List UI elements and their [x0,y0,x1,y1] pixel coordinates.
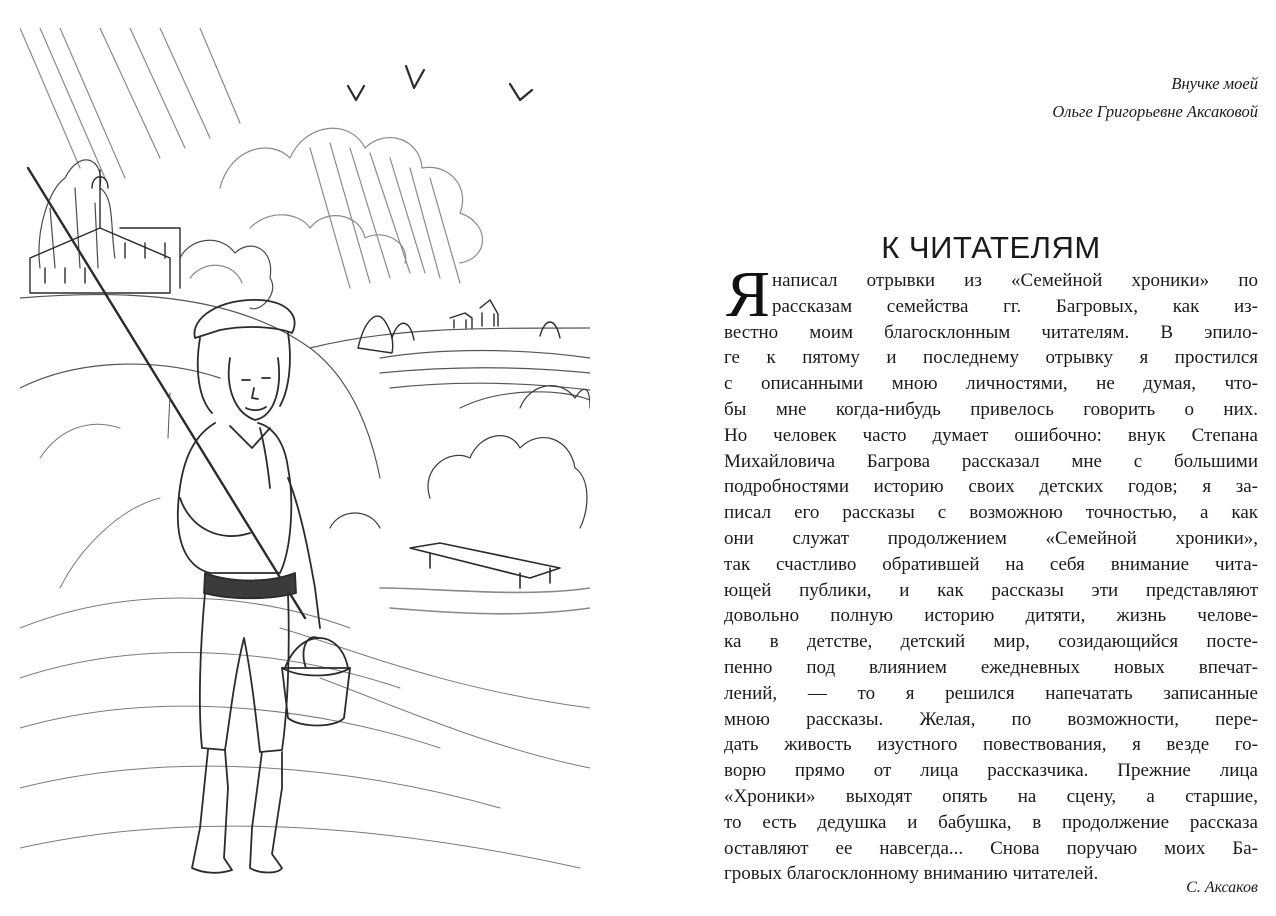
text-line: вестно моим благосклонным читателям. В эпило- [724,321,1258,343]
haystacks-drawing [358,300,560,353]
text-line: мною рассказы. Желая, по возможности, пере- [724,708,1258,730]
text-line: дать живость изустного повествования, я везде го- [724,734,1258,756]
text-line: рассказам семейства гг. Багровых, как из- [772,295,1258,317]
text-line: написал отрывки из «Семейной хроники» по [772,270,1258,291]
dedication [838,70,1258,126]
pier-drawing [380,543,590,614]
text-page [724,70,1258,900]
text-line: то есть дедушка и бабушка, в продолжение рассказа [724,811,1258,833]
text-line: ворю прямо от лица рассказчика. Прежние лица [724,760,1258,782]
text-line: гровых благосклонному вниманию читателей. [724,863,1099,885]
bucket-drawing [282,637,350,725]
text-line: «Хроники» выходят опять на сцену, а старшие, [724,785,1258,807]
text-line: так счастливо обратившей на себя внимание чита- [724,553,1258,575]
text-line: пенно под влиянием ежедневных новых впечат- [724,656,1258,678]
text-line: писал его рассказы с возможною точностью, а как [724,502,1258,524]
text-line: ка в детстве, детский мир, созидающийся посте- [724,631,1258,653]
text-line: бы мне когда-нибудь привелось говорить о них. [724,398,1258,420]
drop-cap: Я [726,258,771,331]
fishing-rod-drawing [28,168,305,618]
hills-drawing [20,295,590,478]
text-line: они служат продолжением «Семейной хроники», [724,527,1258,549]
boy-figure-drawing [178,300,320,873]
text-line: подробностями историю своих детских годов; я за- [724,476,1258,498]
trees-drawing [39,160,273,309]
shrubs-drawing [330,386,590,528]
illustration-boy-fishing [20,28,590,898]
text-line: довольно полную историю дитяти, жизнь челове- [724,605,1258,627]
text-line: ге к пятому и последнему отрывку я простился [724,347,1258,369]
text-line: лений, — то я решился напечатать записанные [724,682,1258,704]
chapter-body [724,258,1258,887]
text-line: с описанными мною личностями, не думая, что- [724,373,1258,395]
clouds-drawing [20,28,483,288]
dedication-line-2: Ольге Григорьевне Аксаковой [1052,102,1258,121]
birds-drawing [348,66,532,100]
text-line: ющей публики, и как рассказы эти представляют [724,579,1258,601]
text-line: Но человек часто думает ошибочно: внук Степана [724,424,1258,446]
text-line: оставляют ее навсегда... Снова поручаю моих Ба- [724,837,1258,859]
chapter-title: К ЧИТАТЕЛЯМ [881,230,1101,265]
author-signature: С. Аксаков [1186,879,1258,896]
text-line: Михайловича Багрова рассказал мне с большими [724,450,1258,472]
dedication-line-1: Внучке моей [1171,74,1258,93]
